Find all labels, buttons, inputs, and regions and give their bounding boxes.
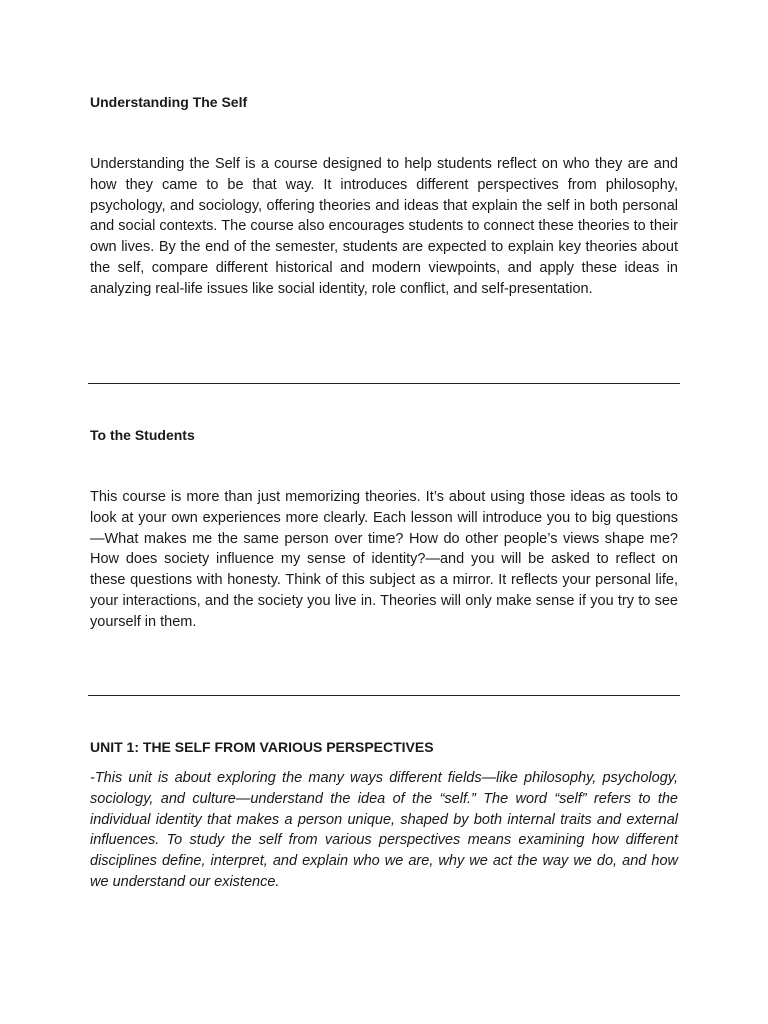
section-divider bbox=[88, 383, 680, 384]
section-body-to-the-students: This course is more than just memorizing theories. It’s about using those ideas as tools to look at your own experiences more clearly. Each lesson will introduce you to big questions—What makes me the same person over time? How do other people’s views shape me? How does society influence my sense of identity?—and you will be asked to reflect on these questions with honesty. Think of this subject as a mirror. It reflects your personal life, your interactions, and the society you live in. Theories will only make sense if you try to see yourself in them. bbox=[90, 489, 678, 630]
section-body-understanding-the-self: Understanding the Self is a course designed to help students reflect on who they are and how they came to be that way. It introduces different perspectives from philosophy, psychology, and sociology, offering theories and ideas that explain the self in both personal and social contexts. The course also encourages students to connect these theories to their own lives. By the end of the semester, students are expected to explain key theories about the self, compare different historical and modern viewpoints, and apply these ideas in analyzing real-life issues like social identity, role conflict, and self-presentation. bbox=[90, 156, 678, 297]
section-divider bbox=[88, 695, 680, 696]
section-title-understanding-the-self: Understanding The Self bbox=[90, 94, 248, 110]
section-title-unit-1: UNIT 1: THE SELF FROM VARIOUS PERSPECTIVES bbox=[90, 739, 434, 755]
section-body-unit-1: -This unit is about exploring the many ways different fields—like philosophy, psychology, sociology, and culture—understand the idea of the “self.” The word “self” refers to the individual identity that makes a person unique, shaped by both internal traits and external influences. To study the self from various perspectives means examining how different disciplines define, interpret, and explain who we are, why we act the way we do, and how we understand our existence. bbox=[90, 770, 678, 890]
section-title-to-the-students: To the Students bbox=[90, 427, 195, 443]
